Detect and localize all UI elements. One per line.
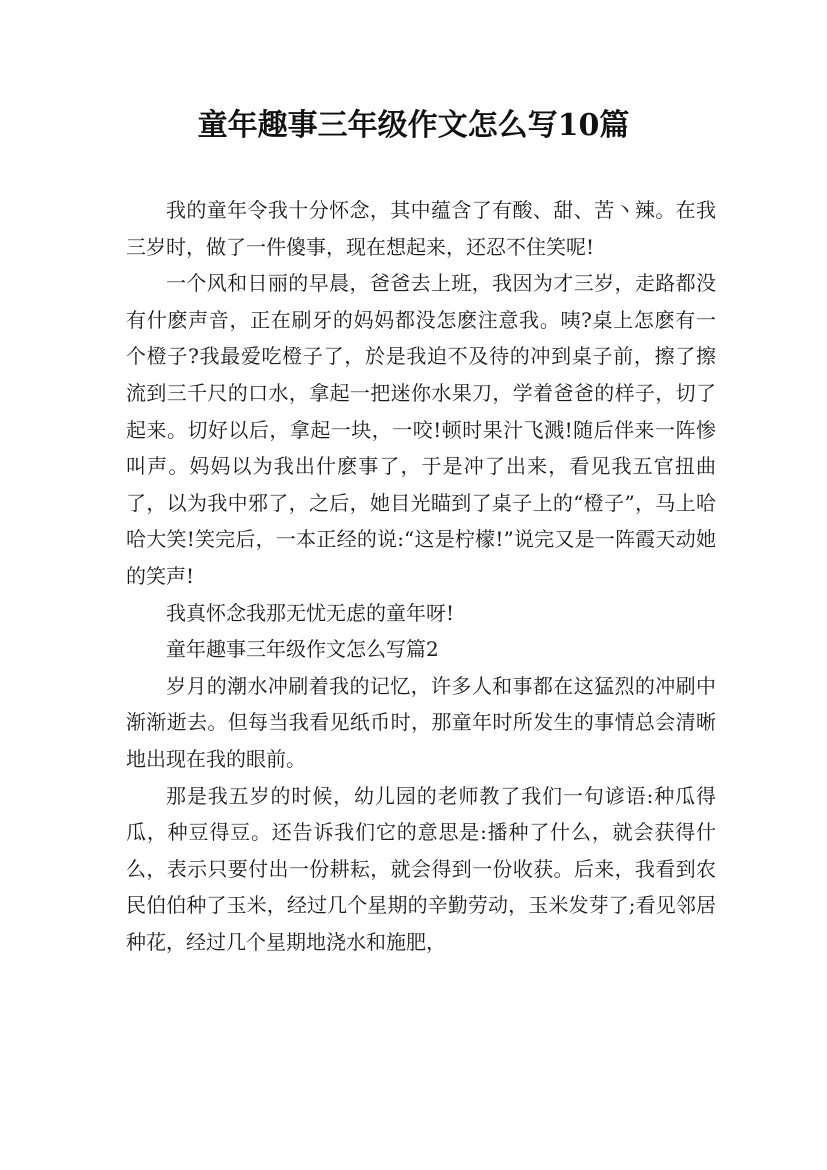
paragraph: 我真怀念我那无忧无虑的童年呀! (166, 600, 455, 625)
paragraph: 那是我五岁的时候，幼儿园的老师教了我们一句谚语:种瓜得瓜，种豆得豆。还告诉我们它的意思是:播种了什么，就会获得什么，表示只要付出一份耕耘，就会得到一份收获。后来，我看到农民伯伯种了玉米，经过几个星期的辛勤劳动，玉米发芽了;看见邻居种花，经过几个星期地浇水和施肥， (126, 783, 716, 954)
paragraph: 我的童年令我十分怀念，其中蕴含了有酸、甜、苦丶辣。在我三岁时，做了一件傻事，现在想起来，还忍不住笑呢! (126, 198, 716, 259)
document-title: 童年趣事三年级作文怎么写10篇 (197, 108, 630, 143)
paragraph: 岁月的潮水冲刷着我的记忆，许多人和事都在这猛烈的冲刷中渐渐逝去。但每当我看见纸币时，那童年时所发生的事情总会清晰地出现在我的眼前。 (126, 673, 716, 771)
paragraph: 一个风和日丽的早晨，爸爸去上班，我因为才三岁，走路都没有什麽声音，正在刷牙的妈妈都没怎麽注意我。咦?桌上怎麽有一个橙子?我最爱吃橙子了，於是我迫不及待的冲到桌子前，擦了擦流到三千尺的口水，拿起一把迷你水果刀，学着爸爸的样子，切了起来。切好以后，拿起一块，一咬!顿时果汁飞溅!随后伴来一阵惨叫声。妈妈以为我出什麽事了，于是冲了出来，看见我五官扭曲了，以为我中邪了，之后，她目光瞄到了桌子上的“橙子”，马上哈哈大笑!笑完后，一本正经的说:“这是柠檬!”说完又是一阵霞天动她的笑声! (126, 271, 716, 588)
section-heading: 童年趣事三年级作文怎么写篇2 (166, 637, 439, 662)
document-body (126, 192, 716, 960)
